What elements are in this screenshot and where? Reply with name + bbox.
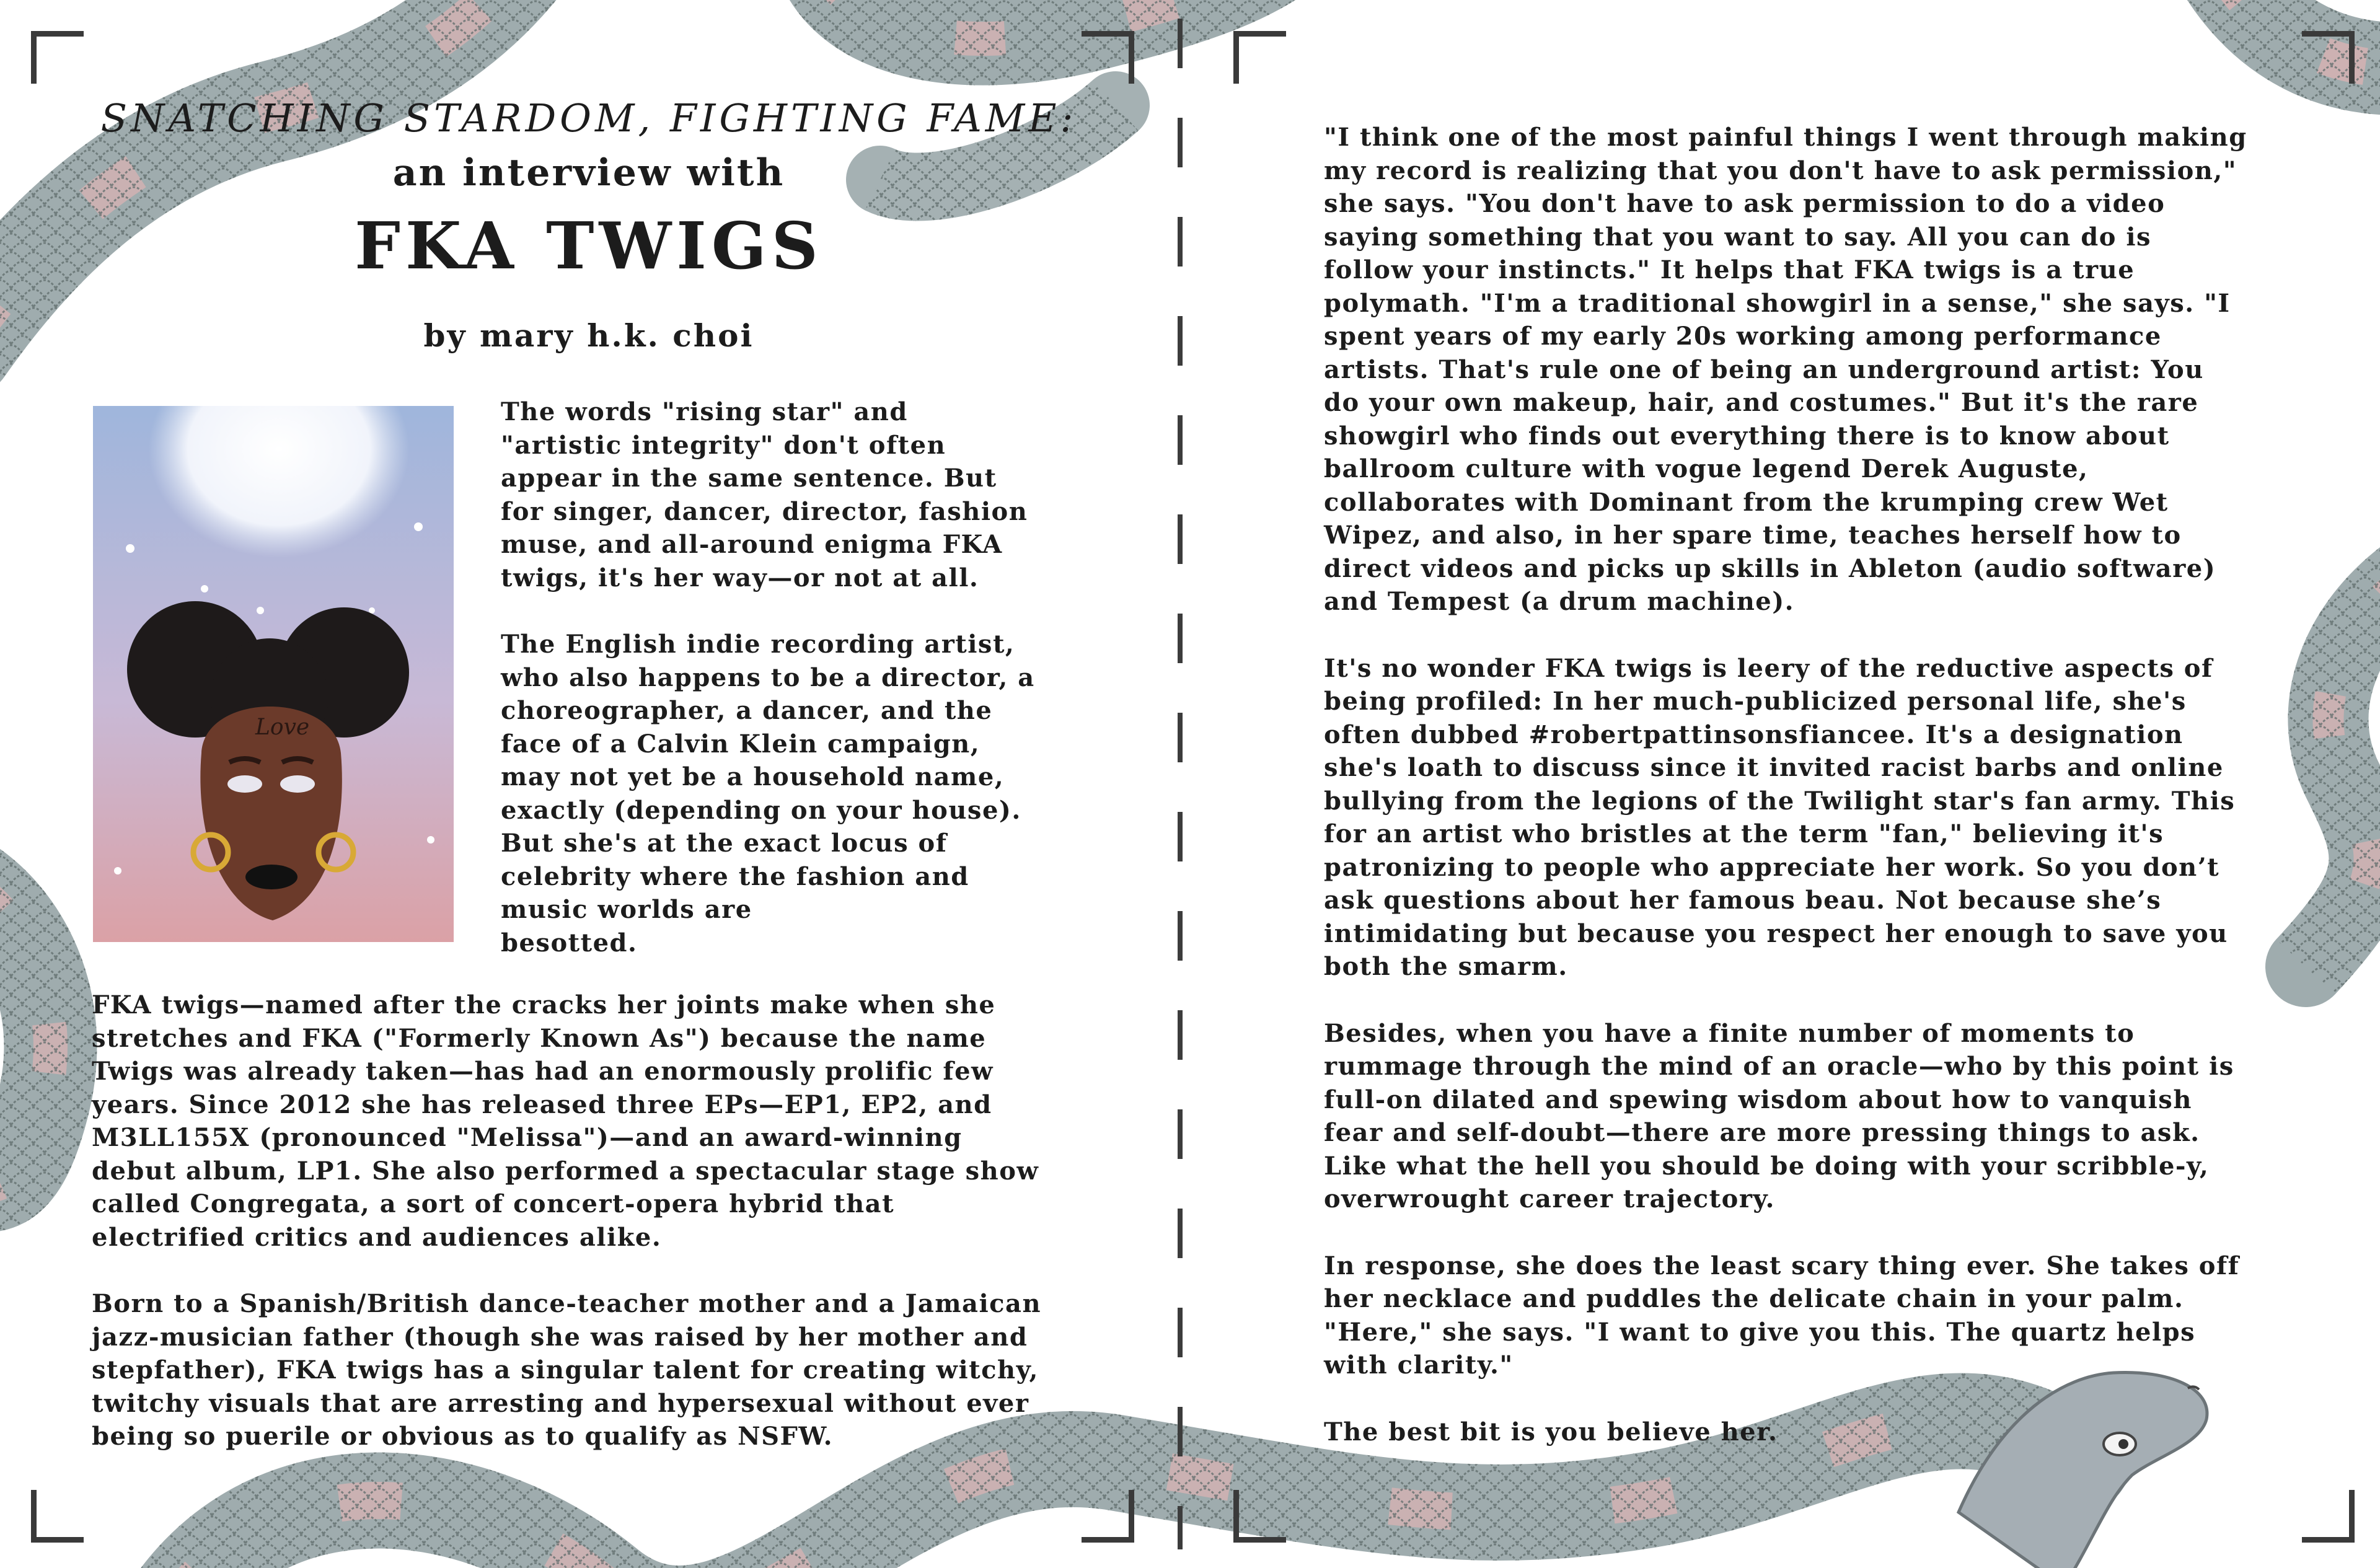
- snake-body-top-center: [818, 0, 1295, 39]
- page-fold-line: [1178, 19, 1183, 1549]
- right-eye: [280, 775, 315, 793]
- article-title-block: [62, 93, 1116, 361]
- crop-mark-bottom-right: [2302, 1490, 2355, 1543]
- right-paragraph-1: "I think one of the most painful things I went through making my record is realizing that you don't have to ask permission," she says. "You don't have to ask permission to do a video saying something that you want to say. All you can do is follow your instincts." It helps that FKA twigs is a true polymath. "I'm a traditional showgirl in a sense," she says. "I spent years of my early 20s working among performance artists. That's rule one of being an underground artist: You do your own makeup, hair, and costumes." But it's the rare showgirl who finds out everything there is to know about ballroom culture with vogue legend Derek Auguste, collaborates with Dominant from the krumping crew Wet Wipez, and also, in her spare time, teaches herself how to direct videos and picks up skills in Ableton (audio software) and Tempest (a drum machine).: [1324, 123, 2247, 616]
- article-subtitle: an interview with: [392, 151, 785, 195]
- snake-body-top-right: [2219, 0, 2380, 69]
- portrait-illustration: [93, 406, 454, 942]
- intro-paragraph-2: The English indie recording artist, who also happens to be a director, a choreographer, a dancer, and the face of a Calvin Klein campaign, may not yet be a household name, exactly (depending on your house). But she's at the exact locus of celebrity where the fashion and music worlds are besotted.: [501, 630, 1035, 958]
- body-paragraph-1: FKA twigs—named after the cracks her joints make when she stretches and FKA ("Formerly Known As") because the name Twigs was already taken—has had an enormously prolific few years. Since 2012 she has released three EPs—EP1, EP2, and M3LL155X (pronounced "Melissa")—and an award-winning debut album, LP1. She also performed a spectacular stage show called Congregata, a sort of concert-opera hybrid that electrified critics and audiences alike.: [92, 990, 1039, 1252]
- body-paragraph-2: Born to a Spanish/British dance-teacher mother and a Jamaican jazz-musician father (though she was raised by her mother and stepfather), FKA twigs has a singular talent for creating witchy, twitchy visuals that are arresting and hypersexual without ever being so puerile or obvious as to qualify as NSFW.: [92, 1289, 1042, 1451]
- forehead-love-text: Love: [255, 715, 310, 740]
- snake-body-left-edge: [0, 880, 50, 1186]
- left-page-wrap-column: [501, 395, 1127, 993]
- right-paragraph-4: In response, she does the least scary thing ever. She takes off her necklace and puddles the delicate chain in your palm. "Here," she says. "I want to give you this. The quartz helps with clarity.": [1324, 1251, 2240, 1380]
- crop-mark-top-left-page-right: [1082, 31, 1134, 84]
- article-kicker: SNATCHING STARDOM, FIGHTING FAME:: [100, 95, 1077, 141]
- article-byline: by mary h.k. choi: [423, 317, 754, 354]
- right-page-body-column: [1324, 121, 2340, 1482]
- crop-mark-bottom-left-page-right: [1082, 1490, 1134, 1543]
- right-paragraph-5: The best bit is you believe her.: [1324, 1417, 1778, 1447]
- crop-mark-top-right-page-left: [1233, 31, 1286, 84]
- crop-mark-bottom-right-page-left: [1233, 1490, 1286, 1543]
- intro-paragraph-1: The words "rising star" and "artistic integrity" don't often appear in the same sentence. But for singer, dancer, director, fashion muse, and all-around enigma FKA twigs, it's her way—or not at all.: [501, 397, 1028, 592]
- crop-mark-top-right: [2302, 31, 2355, 84]
- article-headline: FKA TWIGS: [355, 208, 823, 284]
- right-paragraph-3: Besides, when you have a finite number of moments to rummage through the mind of an oracle—who by this point is full-on dilated and spewing wisdom about how to vanquish fear and self-doubt—there are more pressing things to ask. Like what the hell you should be doing with your scribble-y, overwrought career trajectory.: [1324, 1018, 2234, 1213]
- left-eye: [227, 775, 262, 793]
- crop-mark-top-left: [31, 31, 84, 84]
- left-page-body-column: [92, 989, 1145, 1487]
- lips: [245, 865, 298, 889]
- crop-mark-bottom-left: [31, 1490, 84, 1543]
- right-paragraph-2: It's no wonder FKA twigs is leery of the reductive aspects of being profiled: In her much-publicized personal life, she's often dubbed #robertpattinsonsfiancee. It's a designation she's loath to discuss since it invited racist barbs and online bullying from the legions of the Twilight star's fan army. This for an artist who bristles at the term "fan," believing it's patronizing to people who appreciate her work. So you don’t ask questions about her famous beau. Not because she’s intimidating but because you respect her enough to save you both the smarm.: [1324, 653, 2236, 981]
